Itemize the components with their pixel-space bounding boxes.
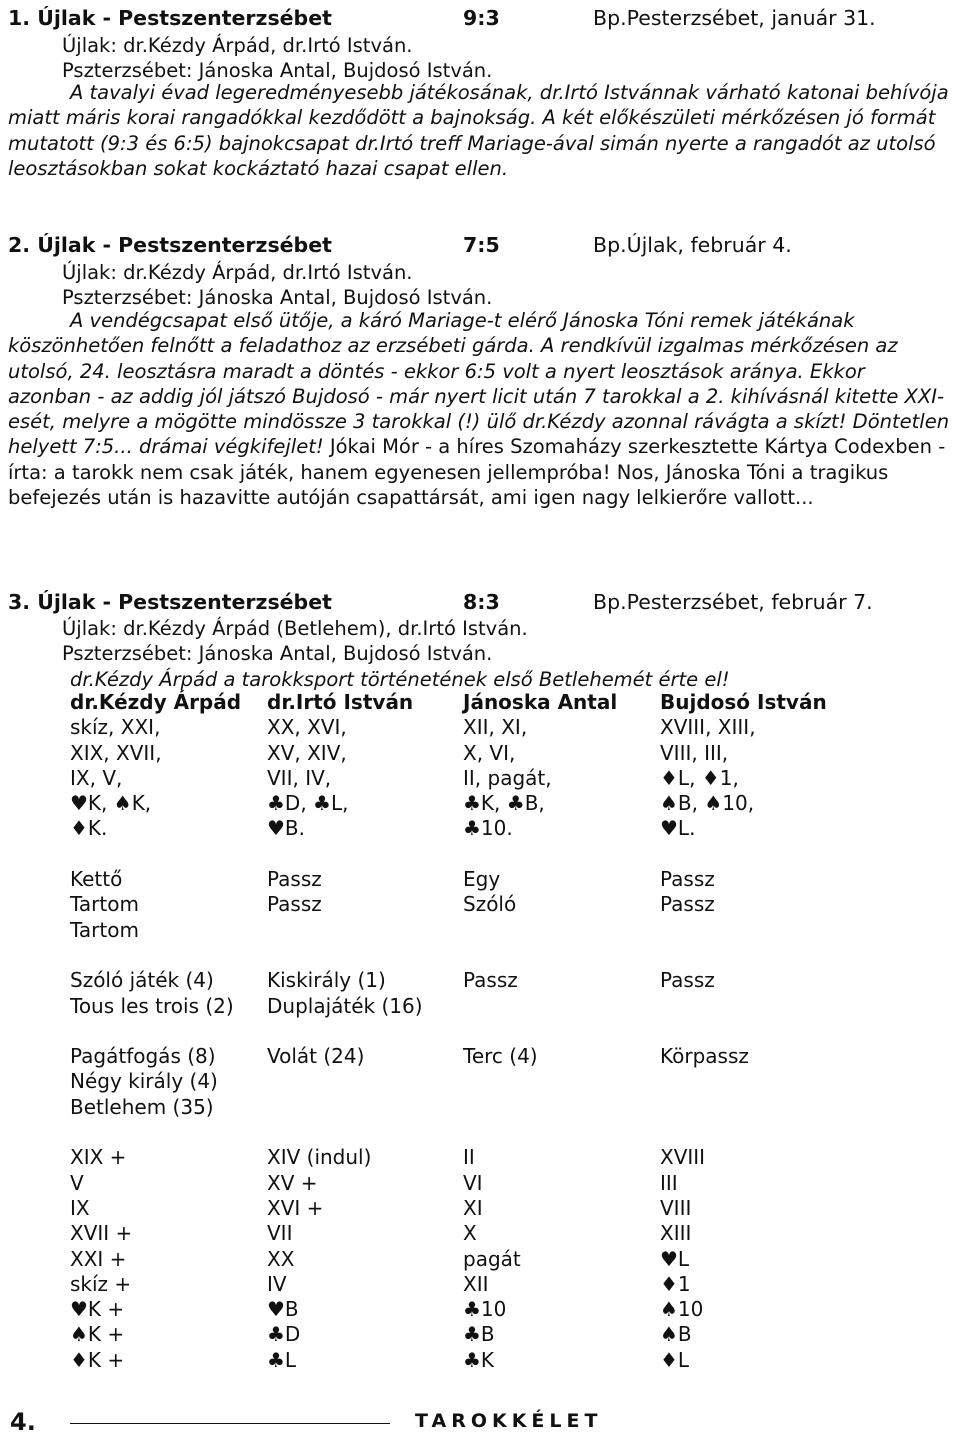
cards-entry: ♦L, ♦1, xyxy=(660,765,739,790)
player-name: Bujdosó István xyxy=(660,690,827,714)
match-1-team-home: Újlak: dr.Kézdy Árpád, dr.Irtó István. xyxy=(62,34,413,57)
tricks-entry: ♣D xyxy=(267,1322,301,1347)
cards-entry: X, VI, xyxy=(463,740,516,765)
match-2-team-away: Pszterzsébet: Jánoska Antal, Bujdosó István. xyxy=(62,286,493,309)
player-name: dr.Kézdy Árpád xyxy=(70,690,242,714)
match-2-report: A vendégcsapat első ütője, a káró Mariage-t elérő Jánoska Tóni remek játékának köszönhetően felnőtt a feladathoz az erzsébeti gárda. A rendkívül izgalmas mérkőzésen az utolsó, 24. leosztásra maradt a döntés - ekkor 6:5 volt a nyert leosztások aránya. Ekkor azonban - az addig jól játszó Bujdosó - már nyert licit után 7 tarokkal a 2. kihívásnál kitette XXI-esét, melyre a mögötte mindössze 3 tarokkal (!) ülő dr.Kézdy azonnal rávágta a skízt! Döntetlen helyett 7:5... drámai végkifejlet! Jókai Mór - a híres Szomaházy szerkesztette Kártya Codexben - írta: a tarokk nem csak játék, hanem egyenesen jellempróba! Nos, Jánoska Tóni a tragikus befejezés után is hazavitte autóján csapattársát, ami igen nagy lelkierőre vallott... xyxy=(8,309,950,510)
tricks-entry: XXI + xyxy=(70,1246,127,1271)
tricks-entry: ♦1 xyxy=(660,1271,691,1296)
tricks-entry: XV + xyxy=(267,1170,318,1195)
announcements-1-entry: Tous les trois (2) xyxy=(70,993,234,1018)
match-1-team-away: Pszterzsébet: Jánoska Antal, Bujdosó István. xyxy=(62,59,493,82)
bidding-entry: Passz xyxy=(267,892,322,917)
spacer xyxy=(70,842,241,867)
player-column-3 xyxy=(463,690,617,1373)
spacer xyxy=(267,842,423,867)
bidding-entry: Passz xyxy=(267,867,322,892)
announcements-2-entry xyxy=(463,1069,617,1094)
spacer xyxy=(660,943,827,968)
announcements-2-entry: Terc (4) xyxy=(463,1044,538,1069)
footer-rule xyxy=(70,1423,390,1424)
bidding-entry: Passz xyxy=(660,892,715,917)
player-column-4 xyxy=(660,690,827,1373)
tricks-entry: ♦L xyxy=(660,1347,690,1372)
spacer xyxy=(660,1019,827,1044)
match-3-team-home: Újlak: dr.Kézdy Árpád (Betlehem), dr.Irtó István. xyxy=(62,617,528,640)
announcements-2-entry: Pagátfogás (8) xyxy=(70,1044,216,1069)
tricks-entry: ♦K + xyxy=(70,1347,125,1372)
bidding-entry: Tartom xyxy=(70,917,139,942)
tricks-entry: ♠10 xyxy=(660,1297,704,1322)
match-2-title: 2. Újlak - Pestszenterzsébet xyxy=(8,233,332,257)
player-name: dr.Irtó István xyxy=(267,690,414,714)
cards-entry: ♥B. xyxy=(267,816,306,841)
announcements-2-entry: Négy király (4) xyxy=(70,1069,218,1094)
tricks-entry: II xyxy=(463,1145,475,1170)
match-2-place: Bp.Újlak, február 4. xyxy=(593,233,792,257)
announcements-2-entry: Körpassz xyxy=(660,1044,749,1069)
footer-title: TAROKKÉLET xyxy=(415,1410,603,1432)
match-1-place: Bp.Pesterzsébet, január 31. xyxy=(593,6,876,30)
tricks-entry: ♠K + xyxy=(70,1322,125,1347)
tricks-entry: XIV (indul) xyxy=(267,1145,372,1170)
announcements-1-entry: Szóló játék (4) xyxy=(70,968,214,993)
spacer xyxy=(70,1120,241,1145)
tricks-entry: IV xyxy=(267,1271,287,1296)
bidding-entry: Passz xyxy=(660,867,715,892)
bidding-entry xyxy=(660,918,827,943)
cards-entry: skíz, XXI, xyxy=(70,715,161,740)
tricks-entry: XI xyxy=(463,1195,483,1220)
announcements-2-entry: Volát (24) xyxy=(267,1044,365,1069)
cards-entry: XVIII, XIII, xyxy=(660,715,756,740)
match-1-report: A tavalyi évad legeredményesebb játékosának, dr.Irtó Istvánnak várható katonai behívója miatt máris korai rangadókkal kezdődött a bajnokság. A két előkészületi mérkőzésen jó formát mutatott (9:3 és 6:5) bajnokcsapat dr.Irtó treff Mariage-ával simán nyerte a rangadót az utolsó leosztásokban sokat kockáztató hazai csapat ellen. xyxy=(8,81,949,180)
announcements-2-entry xyxy=(267,1069,423,1094)
tricks-entry: skíz + xyxy=(70,1271,132,1296)
announcements-2-entry: Betlehem (35) xyxy=(70,1094,214,1119)
spacer xyxy=(70,943,241,968)
match-3-note: dr.Kézdy Árpád a tarokksport történetének első Betlehemét érte el! xyxy=(70,668,730,691)
tricks-entry: ♥K + xyxy=(70,1297,125,1322)
announcements-1-entry: Kiskirály (1) xyxy=(267,968,386,993)
tricks-entry: VII xyxy=(267,1221,293,1246)
cards-entry: II, pagát, xyxy=(463,765,552,790)
match-1-title: 1. Újlak - Pestszenterzsébet xyxy=(8,6,332,30)
cards-entry: ♣10. xyxy=(463,816,513,841)
bidding-entry xyxy=(267,918,423,943)
cards-entry: XV, XIV, xyxy=(267,740,347,765)
spacer xyxy=(267,1120,423,1145)
cards-entry: IX, V, xyxy=(70,765,123,790)
tricks-entry: XIII xyxy=(660,1221,692,1246)
spacer xyxy=(660,842,827,867)
tricks-entry: X xyxy=(463,1221,477,1246)
cards-entry: VIII, III, xyxy=(660,740,729,765)
match-2-score: 7:5 xyxy=(463,233,500,257)
tricks-entry: IX xyxy=(70,1195,90,1220)
announcements-2-entry xyxy=(660,1095,827,1120)
cards-entry: ♣K, ♣B, xyxy=(463,791,545,816)
bidding-entry: Kettő xyxy=(70,867,123,892)
tricks-entry: ♥B xyxy=(267,1297,299,1322)
tricks-entry: XVII + xyxy=(70,1221,133,1246)
tricks-entry: XII xyxy=(463,1271,489,1296)
match-2-team-home: Újlak: dr.Kézdy Árpád, dr.Irtó István. xyxy=(62,261,413,284)
match-3-title: 3. Újlak - Pestszenterzsébet xyxy=(8,590,332,614)
announcements-1-entry: Passz xyxy=(463,968,518,993)
tricks-entry: VIII xyxy=(660,1195,692,1220)
spacer xyxy=(660,1120,827,1145)
cards-entry: ♥L. xyxy=(660,816,696,841)
bidding-entry: Tartom xyxy=(70,892,139,917)
player-column-2 xyxy=(267,690,423,1373)
cards-entry: XX, XVI, xyxy=(267,715,347,740)
match-3-place: Bp.Pesterzsébet, február 7. xyxy=(593,590,873,614)
tricks-entry: ♣K xyxy=(463,1347,495,1372)
spacer xyxy=(463,1019,617,1044)
match-1-score: 9:3 xyxy=(463,6,500,30)
cards-entry: ♠B, ♠10, xyxy=(660,791,755,816)
bidding-entry: Szóló xyxy=(463,892,517,917)
tricks-entry: ♣B xyxy=(463,1322,495,1347)
tricks-entry: XIX + xyxy=(70,1145,127,1170)
tricks-entry: ♣10 xyxy=(463,1297,507,1322)
announcements-2-entry xyxy=(660,1069,827,1094)
announcements-2-entry xyxy=(267,1095,423,1120)
tricks-entry: V xyxy=(70,1170,84,1195)
spacer xyxy=(70,1019,241,1044)
tricks-entry: XX xyxy=(267,1246,295,1271)
spacer xyxy=(463,1120,617,1145)
match-3-score: 8:3 xyxy=(463,590,500,614)
tricks-entry: ♣L xyxy=(267,1347,297,1372)
page-number: 4. xyxy=(10,1408,36,1436)
bidding-entry xyxy=(463,918,617,943)
tricks-entry: ♠B xyxy=(660,1322,692,1347)
announcements-1-entry: Passz xyxy=(660,968,715,993)
bidding-entry: Egy xyxy=(463,867,501,892)
cards-entry: ♥K, ♠K, xyxy=(70,791,152,816)
tricks-entry: III xyxy=(660,1170,678,1195)
cards-entry: ♦K. xyxy=(70,816,108,841)
tricks-entry: XVI + xyxy=(267,1195,324,1220)
announcements-1-entry xyxy=(463,994,617,1019)
announcements-2-entry xyxy=(463,1095,617,1120)
player-name: Jánoska Antal xyxy=(463,690,618,714)
spacer xyxy=(267,1019,423,1044)
cards-entry: XII, XI, xyxy=(463,715,528,740)
tricks-entry: XVIII xyxy=(660,1145,706,1170)
cards-entry: ♣D, ♣L, xyxy=(267,791,349,816)
cards-entry: VII, IV, xyxy=(267,765,332,790)
announcements-1-entry xyxy=(660,994,827,1019)
spacer xyxy=(463,842,617,867)
spacer xyxy=(463,943,617,968)
tricks-entry: pagát xyxy=(463,1246,521,1271)
announcements-1-entry: Duplajáték (16) xyxy=(267,993,423,1018)
spacer xyxy=(267,943,423,968)
match-3-team-away: Pszterzsébet: Jánoska Antal, Bujdosó István. xyxy=(62,642,493,665)
tricks-entry: ♥L xyxy=(660,1246,690,1271)
player-column-1 xyxy=(70,690,241,1373)
cards-entry: XIX, XVII, xyxy=(70,740,162,765)
tricks-entry: VI xyxy=(463,1170,483,1195)
